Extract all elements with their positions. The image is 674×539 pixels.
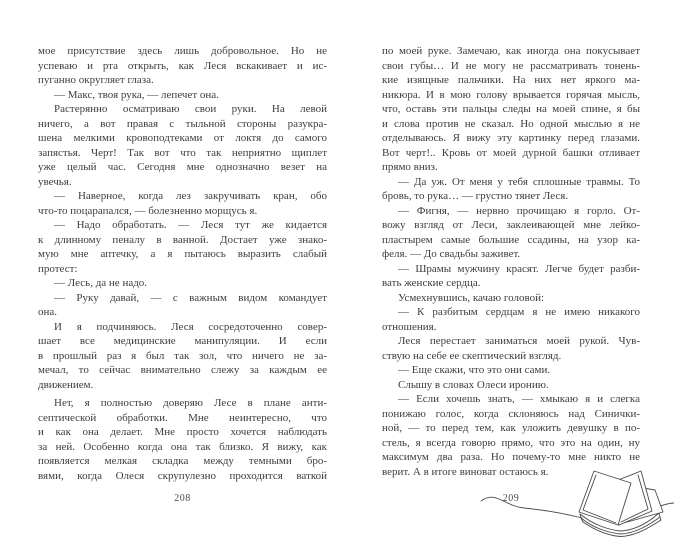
- text-line: Нет, я полностью доверяю Лесе в плане анти-: [54, 397, 327, 409]
- text-line: движением.: [38, 378, 94, 391]
- text-line: пластырем самые большие ссадины, на узор ка-: [382, 233, 640, 246]
- text-line: мечал, то сейчас внимательно слежу за каждым ее: [38, 364, 327, 376]
- text-line: никюра. И в мою голову врывается горячая мысль,: [382, 88, 640, 101]
- text-line: что-то поцарапался, — болезненно морщусь я.: [38, 204, 258, 217]
- text-line: И я подчиняюсь. Леся сосредоточенно совер-: [54, 320, 327, 333]
- text-line: Растерянно осматриваю свои руки. На левой: [54, 103, 327, 115]
- text-line: — К разбитым сердцам я не имею никакого: [398, 306, 640, 318]
- text-line: шает все медицинские манипуляции. И если: [38, 335, 327, 347]
- text-line: увечья.: [38, 175, 72, 188]
- text-line: — Лесь, да не надо.: [54, 277, 148, 289]
- text-line: отделываюсь. Я вижу эту картинку перед глазами.: [382, 132, 640, 144]
- text-line: что, оставь эти пальцы следы на моей спине, я бы: [382, 103, 640, 115]
- text-line: свои губы… И не могу не рассматривать тонень-: [382, 59, 640, 72]
- text-line: мое присутствие здесь лишь добровольное. Но не: [38, 45, 327, 57]
- text-line: пуганно округляет глаза.: [38, 74, 154, 86]
- right-page: [382, 44, 640, 479]
- text-line: максимум два раза. Но почему-то мне никто не: [382, 451, 640, 463]
- open-book-illustration: [480, 462, 674, 539]
- text-line: ничего, а вот правая с тыльной стороны разукра-: [38, 117, 327, 130]
- text-line: — Макс, твоя рука, — лепечет она.: [54, 88, 219, 101]
- text-line: — Еще скажи, что это они сами.: [398, 364, 551, 376]
- text-line: — Да уж. От меня у тебя сплошные травмы. То: [398, 175, 640, 188]
- text-line: септической обработки. Мне неинтересно, что: [38, 411, 327, 424]
- text-line: Вот черт!.. Кровь от моей дурной башки отливает: [382, 146, 640, 159]
- text-line: к длинному пеналу в ванной. Достает уже знако-: [38, 233, 327, 246]
- text-line: — Надо обработать. — Леся тут же кидается: [54, 219, 327, 231]
- text-line: бровь, то рука… — грустно тянет Леся.: [382, 190, 569, 202]
- left-page: [38, 44, 327, 483]
- squiggle-line: [481, 497, 582, 518]
- text-line: и слова против не сказал. Но одной мыслью я не: [382, 117, 640, 130]
- text-line: — Наверное, когда лез закручивать кран, обо: [54, 190, 327, 202]
- text-line: и как она делает. Мне просто хочется наблюдать: [38, 426, 327, 438]
- text-line: ной, — то перед тем, как уложить девушку в по-: [382, 422, 640, 434]
- text-line: прямо вниз.: [382, 161, 438, 173]
- text-line: Усмехнувшись, качаю головой:: [398, 291, 545, 304]
- text-line: за ней. Особенно когда она так близко. Я вижу, как: [38, 440, 327, 453]
- text-line: ствую на себе ее скептический взгляд.: [382, 349, 562, 362]
- text-line: стель, я всегда говорю прямо, что это на один, ну: [382, 436, 640, 449]
- text-line: вать женские сердца.: [382, 277, 481, 289]
- text-line: появляется мелкая складка между темными бро-: [38, 455, 327, 467]
- text-line: шена мелкими кровоподтеками от локтя до самого: [38, 132, 327, 144]
- text-line: Леся перестает заниматься моей рукой. Чув-: [398, 335, 640, 347]
- text-line: запястья. Черт! Так вот что так неприятно щиплет: [38, 146, 327, 159]
- text-line: по моей руке. Замечаю, как иногда она покусывает: [382, 45, 640, 57]
- page-number-left: 208: [174, 493, 191, 504]
- text-line: — Руку давай, — с важным видом командует: [54, 291, 327, 304]
- text-line: — Шрамы мужчину красят. Легче будет разби-: [398, 262, 640, 275]
- text-line: в прошлый раз я был так зол, что ничего не за-: [38, 349, 327, 362]
- text-line: Слышу в словах Олеси иронию.: [398, 378, 549, 391]
- text-line: понижаю голос, когда склоняюсь над Синички-: [382, 407, 640, 420]
- text-line: — Фигня, — нервно прочищаю я горло. От-: [398, 204, 640, 217]
- text-line: верит. А в итоге виноват остаюсь я.: [382, 465, 549, 478]
- text-line: вями, когда Олеся скрупулезно проходится ваткой: [38, 469, 327, 482]
- text-line: отношения.: [382, 320, 437, 333]
- text-line: уже целый час. Сегодня мне однозначно везет на: [38, 161, 327, 173]
- text-line: протест:: [38, 262, 78, 275]
- text-line: — Если хочешь знать, — хмыкаю я и слегка: [398, 393, 640, 405]
- page-number-right: 209: [502, 493, 520, 504]
- text-line: успеваю и рта открыть, как Леся вскакивает и ис-: [38, 59, 327, 72]
- text-line: мую мне аптечку, а я пытаюсь выразить слабый: [38, 248, 327, 260]
- text-line: она.: [38, 306, 58, 318]
- text-line: феля. — До свадьбы заживет.: [382, 248, 521, 260]
- text-line: кие изящные пальчики. На них нет яркого ма-: [382, 74, 640, 86]
- text-line: вожу взгляд от Леси, заклеивающей мне лейко-: [382, 219, 640, 231]
